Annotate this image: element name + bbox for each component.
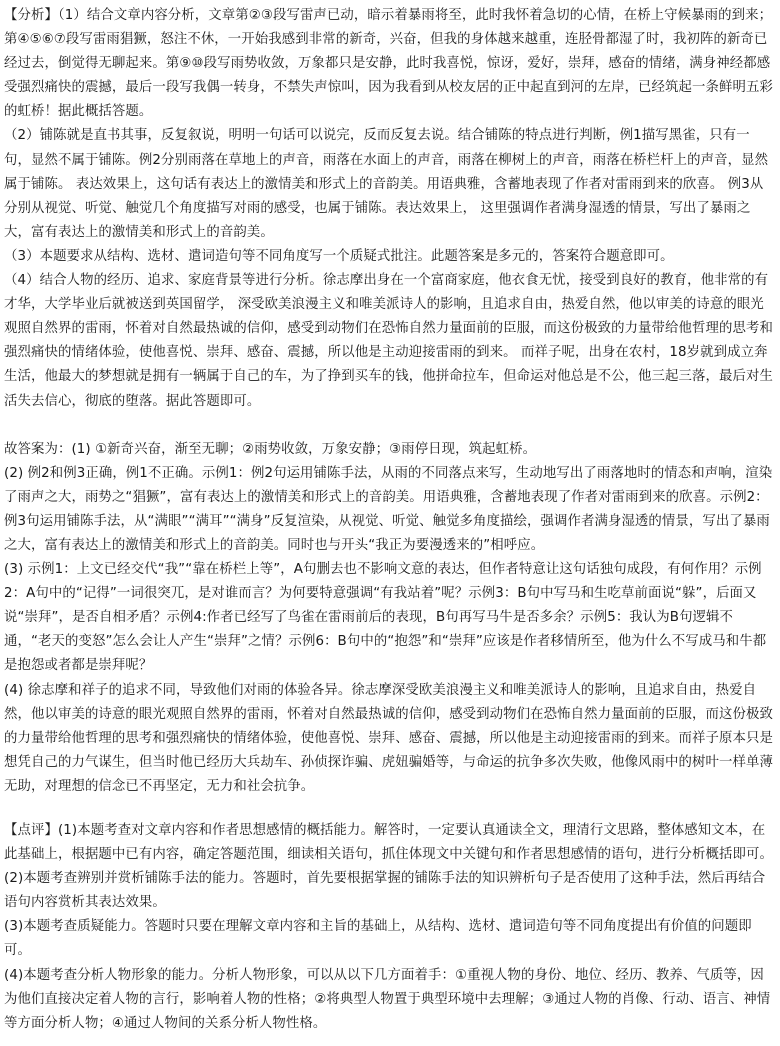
comment-paragraph-1: 【点评】(1)本题考查对文章内容和作者思想感情的概括能力。解答时，一定要认真通读全文，理清行文思路，整体感知文本，在此基础上，根据题中已有内容，确定答题范围，细读相关语句，抓住体现文中关键句和作者思想感情的语句，进行分析概括即可。 — [4, 823, 773, 863]
analysis-paragraph-4: （4）结合人物的经历、追求、家庭背景等进行分析。徐志摩出身在一个富商家庭，他衣食无忧，接受到良好的教育，他非常的有才华，大学毕业后就被送到英国留学， 深受欧美浪漫主义和唯美派诗人的影响，且追求自由，热爱自然，他以审美的诗意的眼光观照自然界的雷雨，怀着对自然最热诚的信仰，感受到动物们在恐怖自然力量面前的臣服，而这份极致的力量带给他哲理的思考和强烈痛快的情绪体验，使他喜悦、崇拜、感奋、震撼，所以他是主动迎接雷雨的到来。 而祥子呢，出身在农村，18岁就到成立奔生活，他最大的梦想就是拥有一辆属于自己的车，为了挣到买车的钱，他拼命拉车，但命运对他总是不公，他三起三落，最后对生活失去信心，彻底的堕落。据此答题即可。 — [4, 273, 773, 409]
comment-paragraph-4: (4)本题考查分析人物形象的能力。分析人物形象，可以从以下几方面着手：①重视人物的身份、地位、经历、教养、气质等，因为他们直接决定着人物的言行，影响着人物的性格；②将典型人物置于典型环境中去理解；③通过人物的肖像、行动、语言、神情等方面分析人物；④通过人物间的关系分析人物性格。 — [4, 967, 771, 1031]
analysis-paragraph-3: （3）本题要求从结构、选材、遣词造句等不同角度写一个质疑式批注。此题答案是多元的，答案符合题意即可。 — [4, 248, 674, 264]
answer-paragraph-3: (3) 示例1：上文已经交代“我”“靠在桥栏上等”，A句删去也不影响文意的表达，但作者特意让这句话独句成段，有何作用？示例2：A句中的“记得”一词很突兀，是对谁而言？为何要特意强调“有我站着”呢？示例3：B句中写马和生吃草前面说“躲”，后面又说“崇拜”，是否自相矛盾？示例4:作者已经写了鸟雀在雷雨前后的表现，B句再写马牛是否多余？示例5：我认为B句逻辑不通，“老天的变怒”怎么会让人产生“崇拜”之情？示例6：B句中的“抱怨”和“崇拜”应该是作者移情所至，他为什么不写成马和牛都是抱怨或者都是崇拜呢？ — [4, 562, 767, 674]
comment-paragraph-2: (2)本题考查辨别并赏析铺陈手法的能力。答题时，首先要根据掌握的铺陈手法的知识辨析句子是否使用了这种手法，然后再结合语句内容赏析其表达效果。 — [4, 871, 766, 911]
answer-paragraph-2: (2) 例2和例3正确，例1不正确。示例1：例2句运用铺陈手法，从雨的不同落点来写，生动地写出了雨落地时的情态和声响，渲染了雨声之大，雨势之“猖獗”，富有表达上的激情美和形式上的音韵美。用语典雅，含蓄地表现了作者对雷雨到来的欣喜。示例2：例3句运用铺陈手法，从“满眼”“满耳”“满身”反复渲染，从视觉、听觉、触觉多角度描绘，强调作者满身湿透的情景，写出了暴雨之大，富有表达上的激情美和形式上的音韵美。同时也与开头“我正为要漫透来的”相呼应。 — [4, 465, 773, 553]
analysis-paragraph-1: 【分析】（1）结合文章内容分析，文章第②③段写雷声已动，暗示着暴雨将至，此时我怀着急切的心情，在桥上守候暴雨的到来；第④⑤⑥⑦段写雷雨猖獗，怒注不休，一开始我感到非常的新奇，兴奋，但我的身体越来越重，连胫骨都湿了时，我初阵的新奇已经过去，倒觉得无聊起来。第⑨⑩段写雨势收敛，万象都只是安静，此时我喜悦，惊讶，爱好，崇拜，感奋的情绪，满身神经都感受强烈痛快的震撼，最后一段写我偶一转身，不禁失声惊叫，因为我看到从校友居的正中起直到河的左岸，已经筑起一条鲜明五彩的虹桥！据此概括答题。 — [4, 8, 773, 120]
section-spacer — [4, 799, 774, 819]
analysis-section — [4, 4, 774, 414]
section-spacer — [4, 414, 774, 438]
answer-paragraph-4: (4) 徐志摩和祥子的追求不同，导致他们对雨的体验各异。徐志摩深受欧美浪漫主义和唯美派诗人的影响，且追求自由，热爱自然，他以审美的诗意的眼光观照自然界的雷雨，怀着对自然最热诚的信仰，感受到动物们在恐怖自然力量面前的臣服，而这份极致的力量带给他哲理的思考和强烈痛快的情绪体验，使他喜悦、崇拜、感奋、震撼，所以他是主动迎接雷雨的到来。而祥子原本只是想凭自己的力气谋生，但当时他已经历大兵劫车、孙侦探诈骗、虎妞骗婚等，与命运的抗争多次失败，他像风雨中的树叶一样单薄无助，对理想的信念已不再坚定，无力和社会抗争。 — [4, 682, 773, 794]
comment-paragraph-3: (3)本题考查质疑能力。答题时只要在理解文章内容和主旨的基础上，从结构、选材、遣词造句等不同角度提出有价值的问题即可。 — [4, 919, 752, 959]
answer-paragraph-1: 故答案为：(1) ①新奇兴奋，渐至无聊；②雨势收敛，万象安静；③雨停日现，筑起虹桥。 — [4, 441, 537, 457]
answer-section — [4, 438, 774, 799]
analysis-paragraph-2: （2）铺陈就是直书其事，反复叙说，明明一句话可以说完，反而反复去说。结合铺陈的特点进行判断，例1描写黑雀，只有一句，显然不属于铺陈。例2分别雨落在草地上的声音，雨落在水面上的声音，雨落在柳树上的声音，雨落在桥栏杆上的声音，显然属于铺陈。 表达效果上，这句话有表达上的激情美和形式上的音韵美。用语典雅，含蓄地表现了作者对雷雨到来的欣喜。 例3从分别从视觉、听觉、触觉几个角度描写对雨的感受，也属于铺陈。表达效果上， 这里强调作者满身湿透的情景，写出了暴雨之大，富有表达上的激情美和形式上的音韵美。 — [4, 128, 769, 240]
comment-section — [4, 819, 774, 1036]
